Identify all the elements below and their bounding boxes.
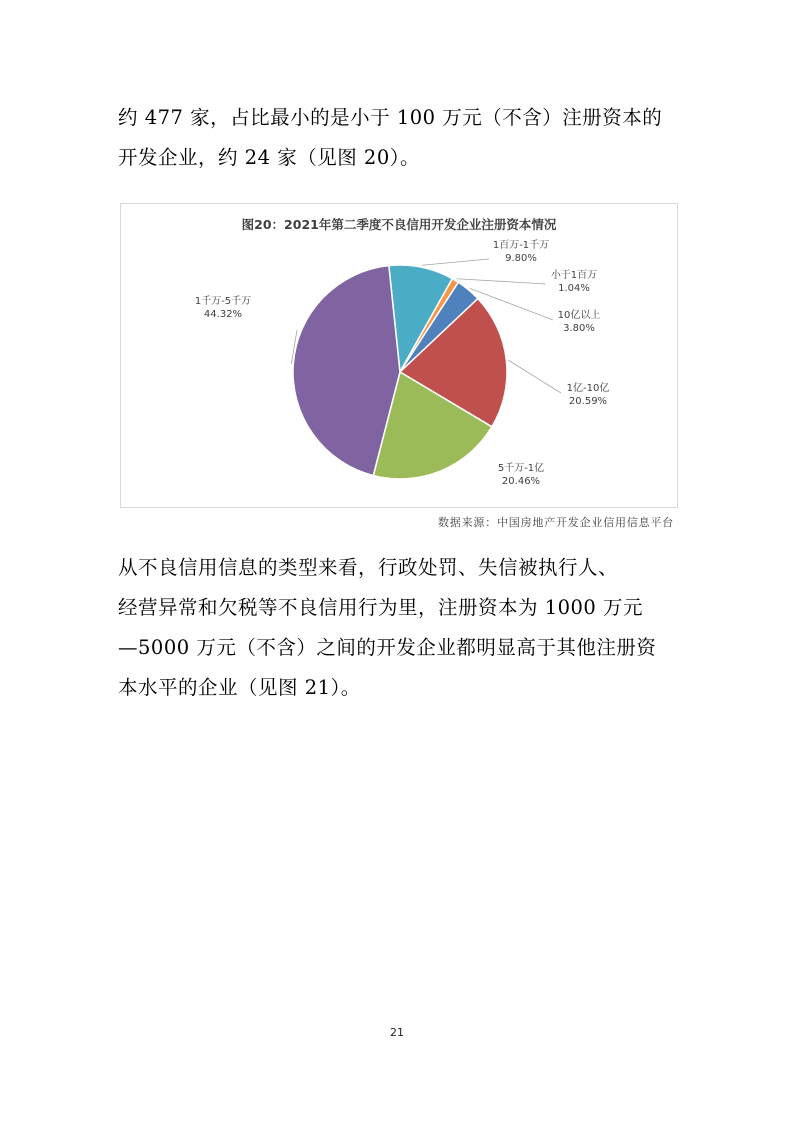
paragraph-line: —5000 万元（不含）之间的开发企业都明显高于其他注册资 [118, 636, 657, 659]
pie-chart-svg [121, 204, 677, 507]
slice-value-label: 20.59% [568, 396, 608, 407]
slice-value-label: 9.80% [505, 253, 537, 264]
slice-value-label: 20.46% [501, 476, 541, 487]
paragraph-line: 开发企业，约 24 家（见图 20）。 [118, 146, 420, 169]
slice-value-label: 44.32% [203, 309, 243, 320]
chart-title: 图20：2021年第二季度不良信用开发企业注册资本情况 [241, 217, 557, 232]
leader-line [422, 259, 489, 265]
slice-value-label: 1.04% [558, 283, 590, 294]
paragraph-analysis [118, 548, 678, 708]
pie-chart [120, 203, 678, 508]
leader-line [508, 360, 561, 393]
slice-name-label: 10亿以上 [557, 310, 601, 321]
slice-name-label: 1百万-1千万 [492, 240, 550, 251]
slice-name-label: 小于1百万 [550, 270, 598, 281]
slice-value-label: 3.80% [563, 323, 595, 334]
leader-line [456, 279, 546, 284]
paragraph-line: 约 477 家，占比最小的是小于 100 万元（不含）注册资本的 [118, 106, 663, 129]
paragraph-line: 从不良信用信息的类型来看，行政处罚、失信被执行人、 [118, 556, 619, 579]
pie-slices [293, 265, 507, 479]
paragraph-line: 本水平的企业（见图 21）。 [118, 676, 361, 699]
page-number: 21 [390, 1026, 404, 1039]
paragraph-line: 经营异常和欠税等不良信用行为里，注册资本为 1000 万元 [118, 596, 644, 619]
source-note: 数据来源：中国房地产开发企业信用信息平台 [438, 516, 674, 529]
paragraph-intro [118, 98, 678, 178]
slice-name-label: 1亿-10亿 [566, 383, 610, 394]
slice-name-label: 5千万-1亿 [497, 463, 545, 474]
slice-name-label: 1千万-5千万 [194, 296, 252, 307]
